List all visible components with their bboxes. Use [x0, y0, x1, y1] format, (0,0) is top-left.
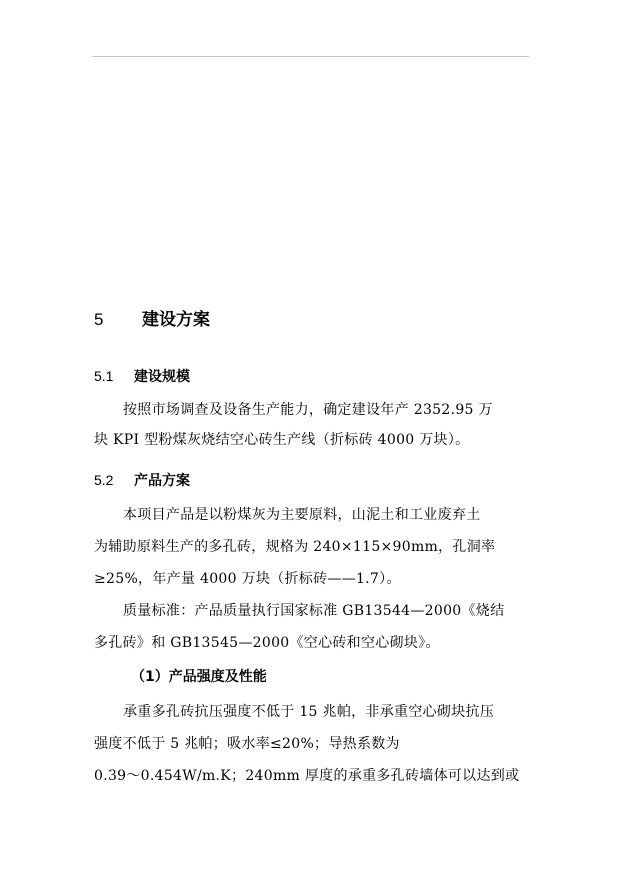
paragraph-line: 为辅助原料生产的多孔砖，规格为 240×115×90mm，孔洞率	[94, 539, 496, 555]
section-title: 建设方案	[142, 310, 210, 330]
paragraph-line: 强度不低于 5 兆帕；吸水率≤20%；导热系数为	[94, 736, 400, 752]
subsubsection-heading: （1）产品强度及性能	[131, 669, 267, 685]
subsection-number: 5.1	[94, 368, 114, 384]
subsection-heading-5-1	[94, 366, 190, 387]
paragraph-line: 承重多孔砖抗压强度不低于 15 兆帕，非承重空心砌块抗压	[123, 704, 495, 720]
paragraph-line: 多孔砖》和 GB13545—2000《空心砖和空心砌块》。	[94, 635, 440, 651]
paragraph-line: 质量标准：产品质量执行国家标准 GB13544—2000《烧结	[123, 603, 505, 619]
subsection-heading-5-2	[94, 470, 190, 491]
subsection-number: 5.2	[94, 472, 114, 488]
paragraph-line: 按照市场调查及设备生产能力，确定建设年产 2352.95 万	[123, 402, 493, 418]
paragraph-line: 块 KPI 型粉煤灰烧结空心砖生产线（折标砖 4000 万块）。	[94, 432, 470, 448]
subsection-title: 建设规模	[134, 369, 190, 385]
section-heading	[94, 309, 210, 331]
header-rule	[92, 56, 529, 57]
paragraph-line: ≥25%，年产量 4000 万块（折标砖——1.7）。	[94, 571, 401, 587]
subsection-title: 产品方案	[134, 473, 190, 489]
section-number: 5	[94, 310, 104, 329]
paragraph-line: 本项目产品是以粉煤灰为主要原料，山泥土和工业废弃土	[123, 507, 481, 523]
paragraph-line: 0.39～0.454W/m.K；240mm 厚度的承重多孔砖墙体可以达到或	[94, 768, 520, 784]
